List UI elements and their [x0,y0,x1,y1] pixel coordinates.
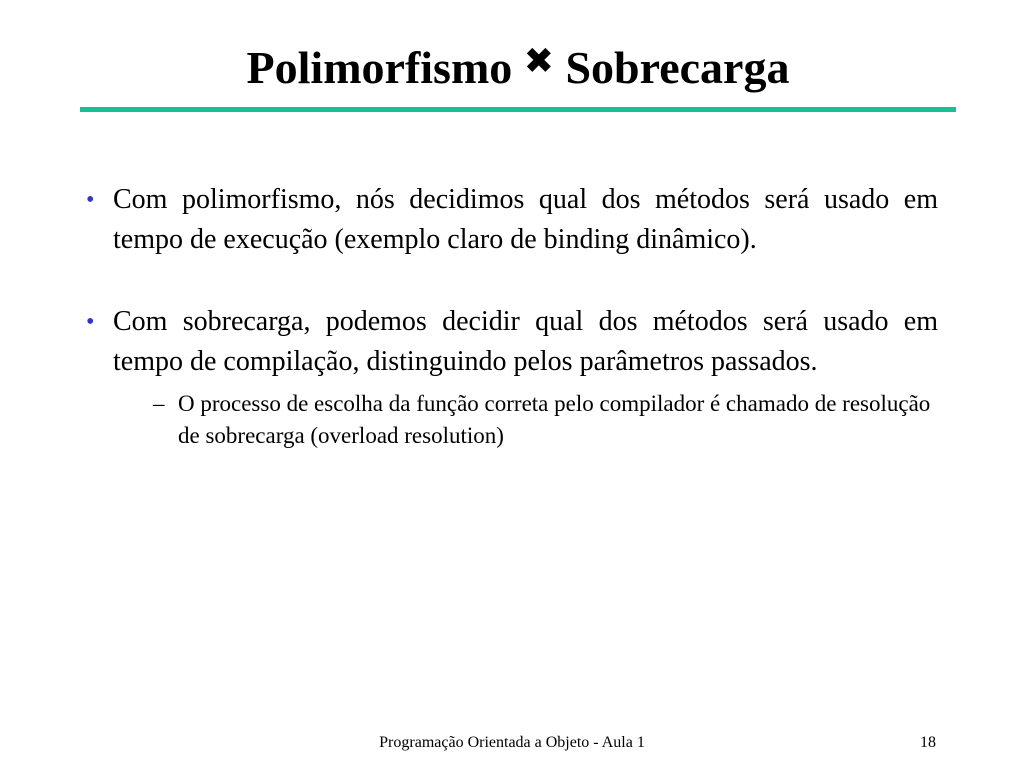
bullet-marker: • [86,309,95,335]
page-number: 18 [920,734,936,751]
bullet-text: Com sobrecarga, podemos decidir qual dos métodos será usado em tempo de compilação, distinguindo pelos parâmetros passados. [113,306,938,377]
slide-content [86,180,938,452]
title-divider [80,107,956,112]
title-right: Sobrecarga [565,42,790,93]
footer-course: Programação Orientada a Objeto - Aula 1 [379,734,645,751]
sub-bullet-item [113,388,938,452]
sub-bullet-text: O processo de escolha da função correta pelo compilador é chamado de resolução de sobrecarga (overload resolution) [178,391,931,448]
title-left: Polimorfismo [246,42,513,93]
bullet-marker: • [86,187,95,213]
sub-bullet-marker: – [153,391,165,416]
bullet-text: Com polimorfismo, nós decidimos qual dos métodos será usado em tempo de execução (exemplo claro de binding dinâmico). [113,184,938,255]
bullet-item [86,180,938,260]
bullet-item [86,302,938,452]
slide-title [80,36,956,100]
title-separator-icon: ✖ [523,41,554,82]
